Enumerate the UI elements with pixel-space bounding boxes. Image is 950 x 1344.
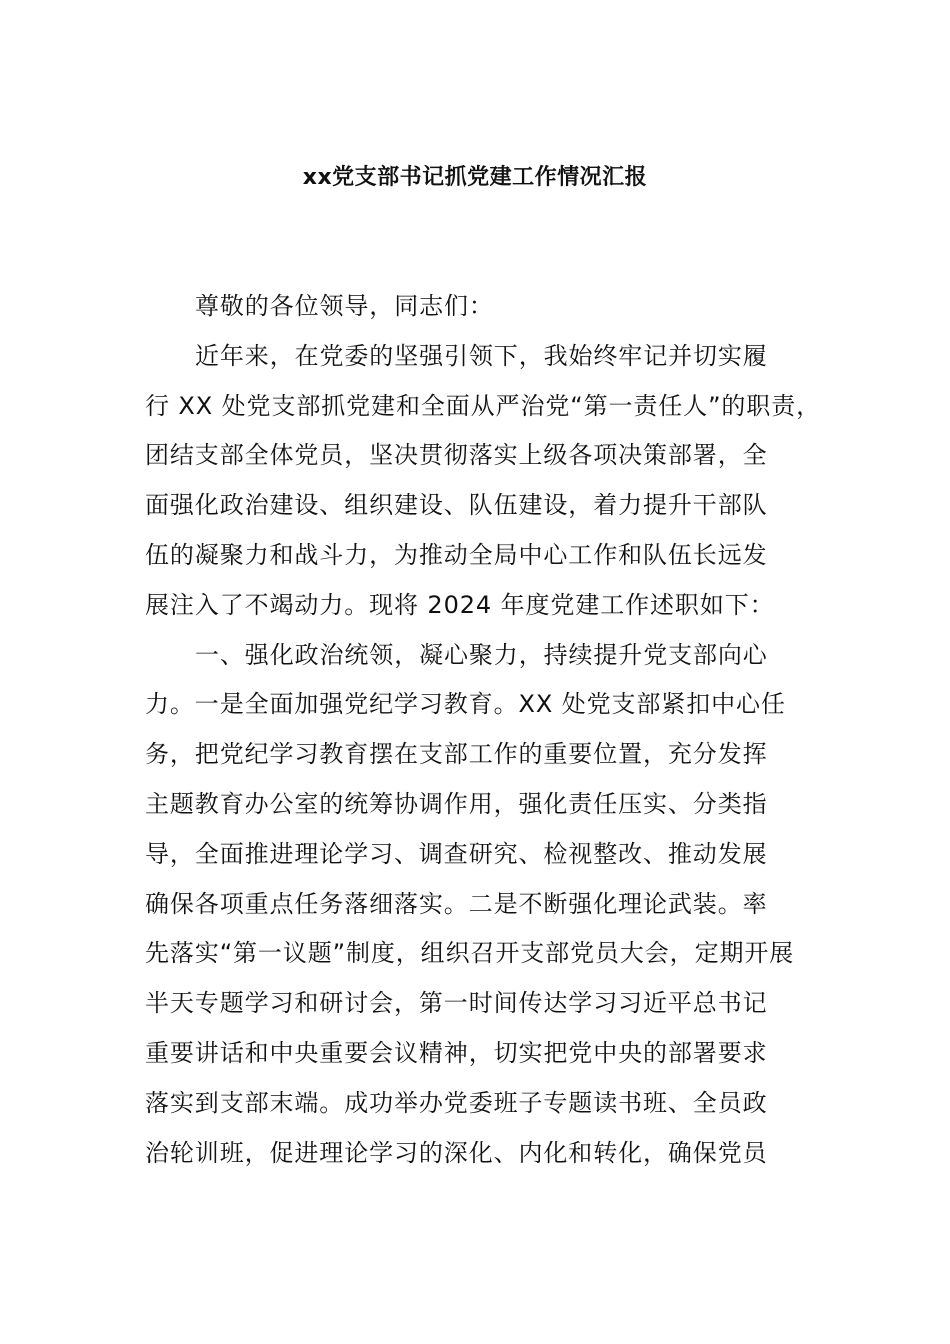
- text-line: 团结支部全体党员，坚决贯彻落实上级各项决策部署，全: [145, 441, 768, 470]
- text-line: 重要讲话和中央重要会议精神，切实把党中央的部署要求: [145, 1038, 768, 1067]
- text-line: 导，全面推进理论学习、调查研究、检视整改、推动发展: [145, 839, 768, 868]
- text-line: 面强化政治建设、组织建设、队伍建设，着力提升干部队: [145, 491, 768, 520]
- text-line: 行 XX 处党支部抓党建和全面从严治党“第一责任人”的职责，: [145, 391, 822, 420]
- text-line: 确保各项重点任务落细落实。二是不断强化理论武装。率: [145, 889, 768, 918]
- text-line: 先落实“第一议题”制度，组织召开支部党员大会，定期开展: [145, 939, 795, 968]
- text-line: 务，把党纪学习教育摆在支部工作的重要位置，充分发挥: [145, 740, 768, 769]
- text-line: 力。一是全面加强党纪学习教育。XX 处党支部紧扣中心任: [145, 690, 786, 719]
- text-line: 半天专题学习和研讨会，第一时间传达学习习近平总书记: [145, 989, 768, 1018]
- text-line: 一、强化政治统领，凝心聚力，持续提升党支部向心: [195, 640, 768, 669]
- text-line: 展注入了不竭动力。现将 2024 年度党建工作述职如下：: [145, 590, 775, 619]
- text-line: 伍的凝聚力和战斗力，为推动全局中心工作和队伍长远发: [145, 540, 768, 569]
- text-line: 落实到支部末端。成功举办党委班子专题读书班、全员政: [145, 1088, 768, 1117]
- text-line: 治轮训班，促进理论学习的深化、内化和转化，确保党员: [145, 1138, 768, 1167]
- text-line: 主题教育办公室的统筹协调作用，强化责任压实、分类指: [145, 789, 768, 818]
- document-body: [145, 282, 822, 1178]
- document-title: xx党支部书记抓党建工作情况汇报: [302, 165, 648, 190]
- text-line: 近年来，在党委的坚强引领下，我始终牢记并切实履: [195, 341, 768, 370]
- text-line: 尊敬的各位领导，同志们：: [195, 292, 494, 320]
